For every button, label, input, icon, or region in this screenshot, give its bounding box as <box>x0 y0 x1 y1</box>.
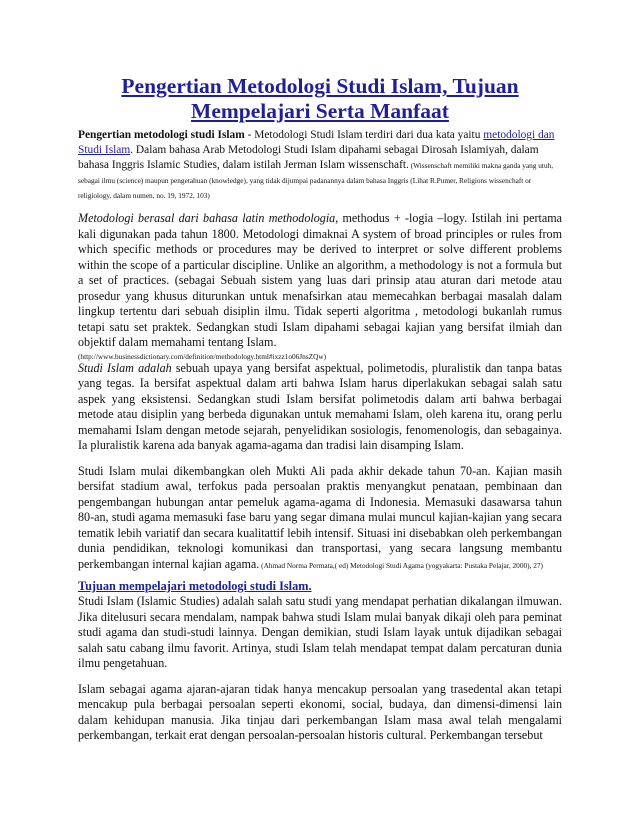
page-title: Pengertian Metodologi Studi Islam, Tujuan Mempelajari Serta Manfaat <box>121 74 519 123</box>
lead-footnote: (Wissenschaft memiliki makna ganda yang utuh, sebagai ilmu (science) maupun pengetahuan (knowledge), yang tidak dijumpai padanannya dalam bahasa Inggris (Lihat R.Pumer, Religions wissenchaft or religiology, dalam numen, no. 19, 1972, 103) <box>78 161 554 200</box>
lead-term: Pengertian metodologi studi Islam <box>78 129 245 141</box>
paragraph-studi-islam <box>78 361 562 454</box>
paragraph-studi-islam-text: sebuah upaya yang bersifat aspektual, polimetodis, pluralistik dan tanpa batas yang tegas. Ia bersifat aspektual dalam arti bahwa Islam harus diperlakukan sebagai salah satu aspek yang eksistensi. Sedangkan studi Islam bersifat polimetodis dalam arti bahwa berbagai metode atau disiplin yang berbeda digunakan untuk memahami Islam, oleh karena itu, orang perlu memahami Islam dengan metode sejarah, penyelidikan sosiologis, fenomenologis, dan sebagainya. Ia pluralistik karena ada banyak agama-agama dan tradisi lain disamping Islam. <box>78 360 562 452</box>
lead-text-2: . Dalam bahasa Arab Metodologi Studi Islam dipahami sebagai Dirosah Islamiyah, dalam bahasa Inggris Islamic Studies, dalam istilah Jerman Islam wissenschaft. <box>78 144 539 171</box>
paragraph-mukti-ali-text: Studi Islam mulai dikembangkan oleh Mukti Ali pada akhir dekade tahun 70-an. Kajian masih bersifat stadium awal, terfokus pada persoalan praktis menyangkut penataan, pembinaan dan pengembangan hubungan antar pemeluk agama-agama di Indonesia. Memasuki dasawarsa tahun 80-an, studi agama memasuki fase baru yang segar dimana mulai muncul kajian-kajian yang secara tematik lebih variatif dan secara kualitattif lebih intensif. Situasi ini disebabkan oleh perkembangan dunia pendidikan, teknologi komunikasi dan transportasi, yang secara langsung membantu perkembangan internal kajian agama. <box>78 463 562 571</box>
paragraph-mukti-ali <box>78 464 562 573</box>
paragraph-tujuan-1: Studi Islam (Islamic Studies) adalah salah satu studi yang mendapat perhatian dikalangan ilmuwan. Jika ditelusuri secara mendalam, nampak bahwa studi Islam mulai banyak dikaji oleh para peminat studi agama dan studi-studi lainnya. Dengan demikian, studi Islam layak untuk dijadikan sebagai salah satu cabang ilmu favorit. Artinya, studi Islam telah mendapat tempat dalam percaturan dunia ilmu pengetahuan. <box>78 594 562 670</box>
paragraph-metodologi <box>78 211 562 361</box>
paragraph-gap <box>78 454 562 464</box>
document-page <box>78 74 562 744</box>
section-heading-tujuan: Tujuan mempelajari metodologi studi Islam. <box>78 579 312 593</box>
lead-text-1: - Metodologi Studi Islam terdiri dari dua kata yaitu <box>244 129 484 141</box>
paragraph-metodologi-italic: Metodologi berasal dari bahasa latin methodologia, <box>78 211 339 225</box>
lead-link[interactable]: metodologi dan Studi Islam <box>78 129 555 156</box>
paragraph-metodologi-reference: (http://www.businessdictionary.com/definition/methodology.html#ixzz1o06JnsZQw) <box>78 351 327 361</box>
paragraph-mukti-ali-reference: (Ahmad Norma Permata,( ed) Metodologi Studi Agama (yogyakarta: Pustaka Pelajar, 2000), 27) <box>259 560 543 570</box>
paragraph-studi-islam-italic: Studi Islam adalah <box>78 360 172 375</box>
paragraph-metodologi-text: methodus + -logia –logy. Istilah ini pertama kali digunakan pada tahun 1800. Metodologi dimaknai A system of broad principles or rules from which specific methods or procedures may be derived to interpret or solve different problems within the scope of a particular discipline. Unlike an algorithm, a methodology is not a formula but a set of practices. (sebagai Sebuah sistem yang luas dari prinsip atau aturan dari metode atau prosedur yang khusus diturunkan untuk menafsirkan atau memecahkan berbagai masalah dalam lingkup tertentu dari sebuah disiplin ilmu. Tidak seperti algoritma , metodologi bukanlah rumus tetapi satu set praktek. Sedangkan studi Islam dipahami sebagai kajian yang bersifat ilmiah dan objektif dalam memahami tentang Islam. <box>78 211 562 349</box>
paragraph-tujuan-2: Islam sebagai agama ajaran-ajaran tidak hanya mencakup persoalan yang trasedental akan tetapi mencakup pula berbagai persoalan seperti ekonomi, social, budaya, dan dimensi-dimensi lain dalam kehidupan manusia. Jika tinjau dari perkembangan Islam masa awal telah mengalami perkembangan, terkait erat dengan persoalan-persoalan historis cultural. Perkembangan tersebut <box>78 681 562 742</box>
paragraph-gap-2 <box>78 672 562 682</box>
lead-paragraph <box>78 128 562 203</box>
